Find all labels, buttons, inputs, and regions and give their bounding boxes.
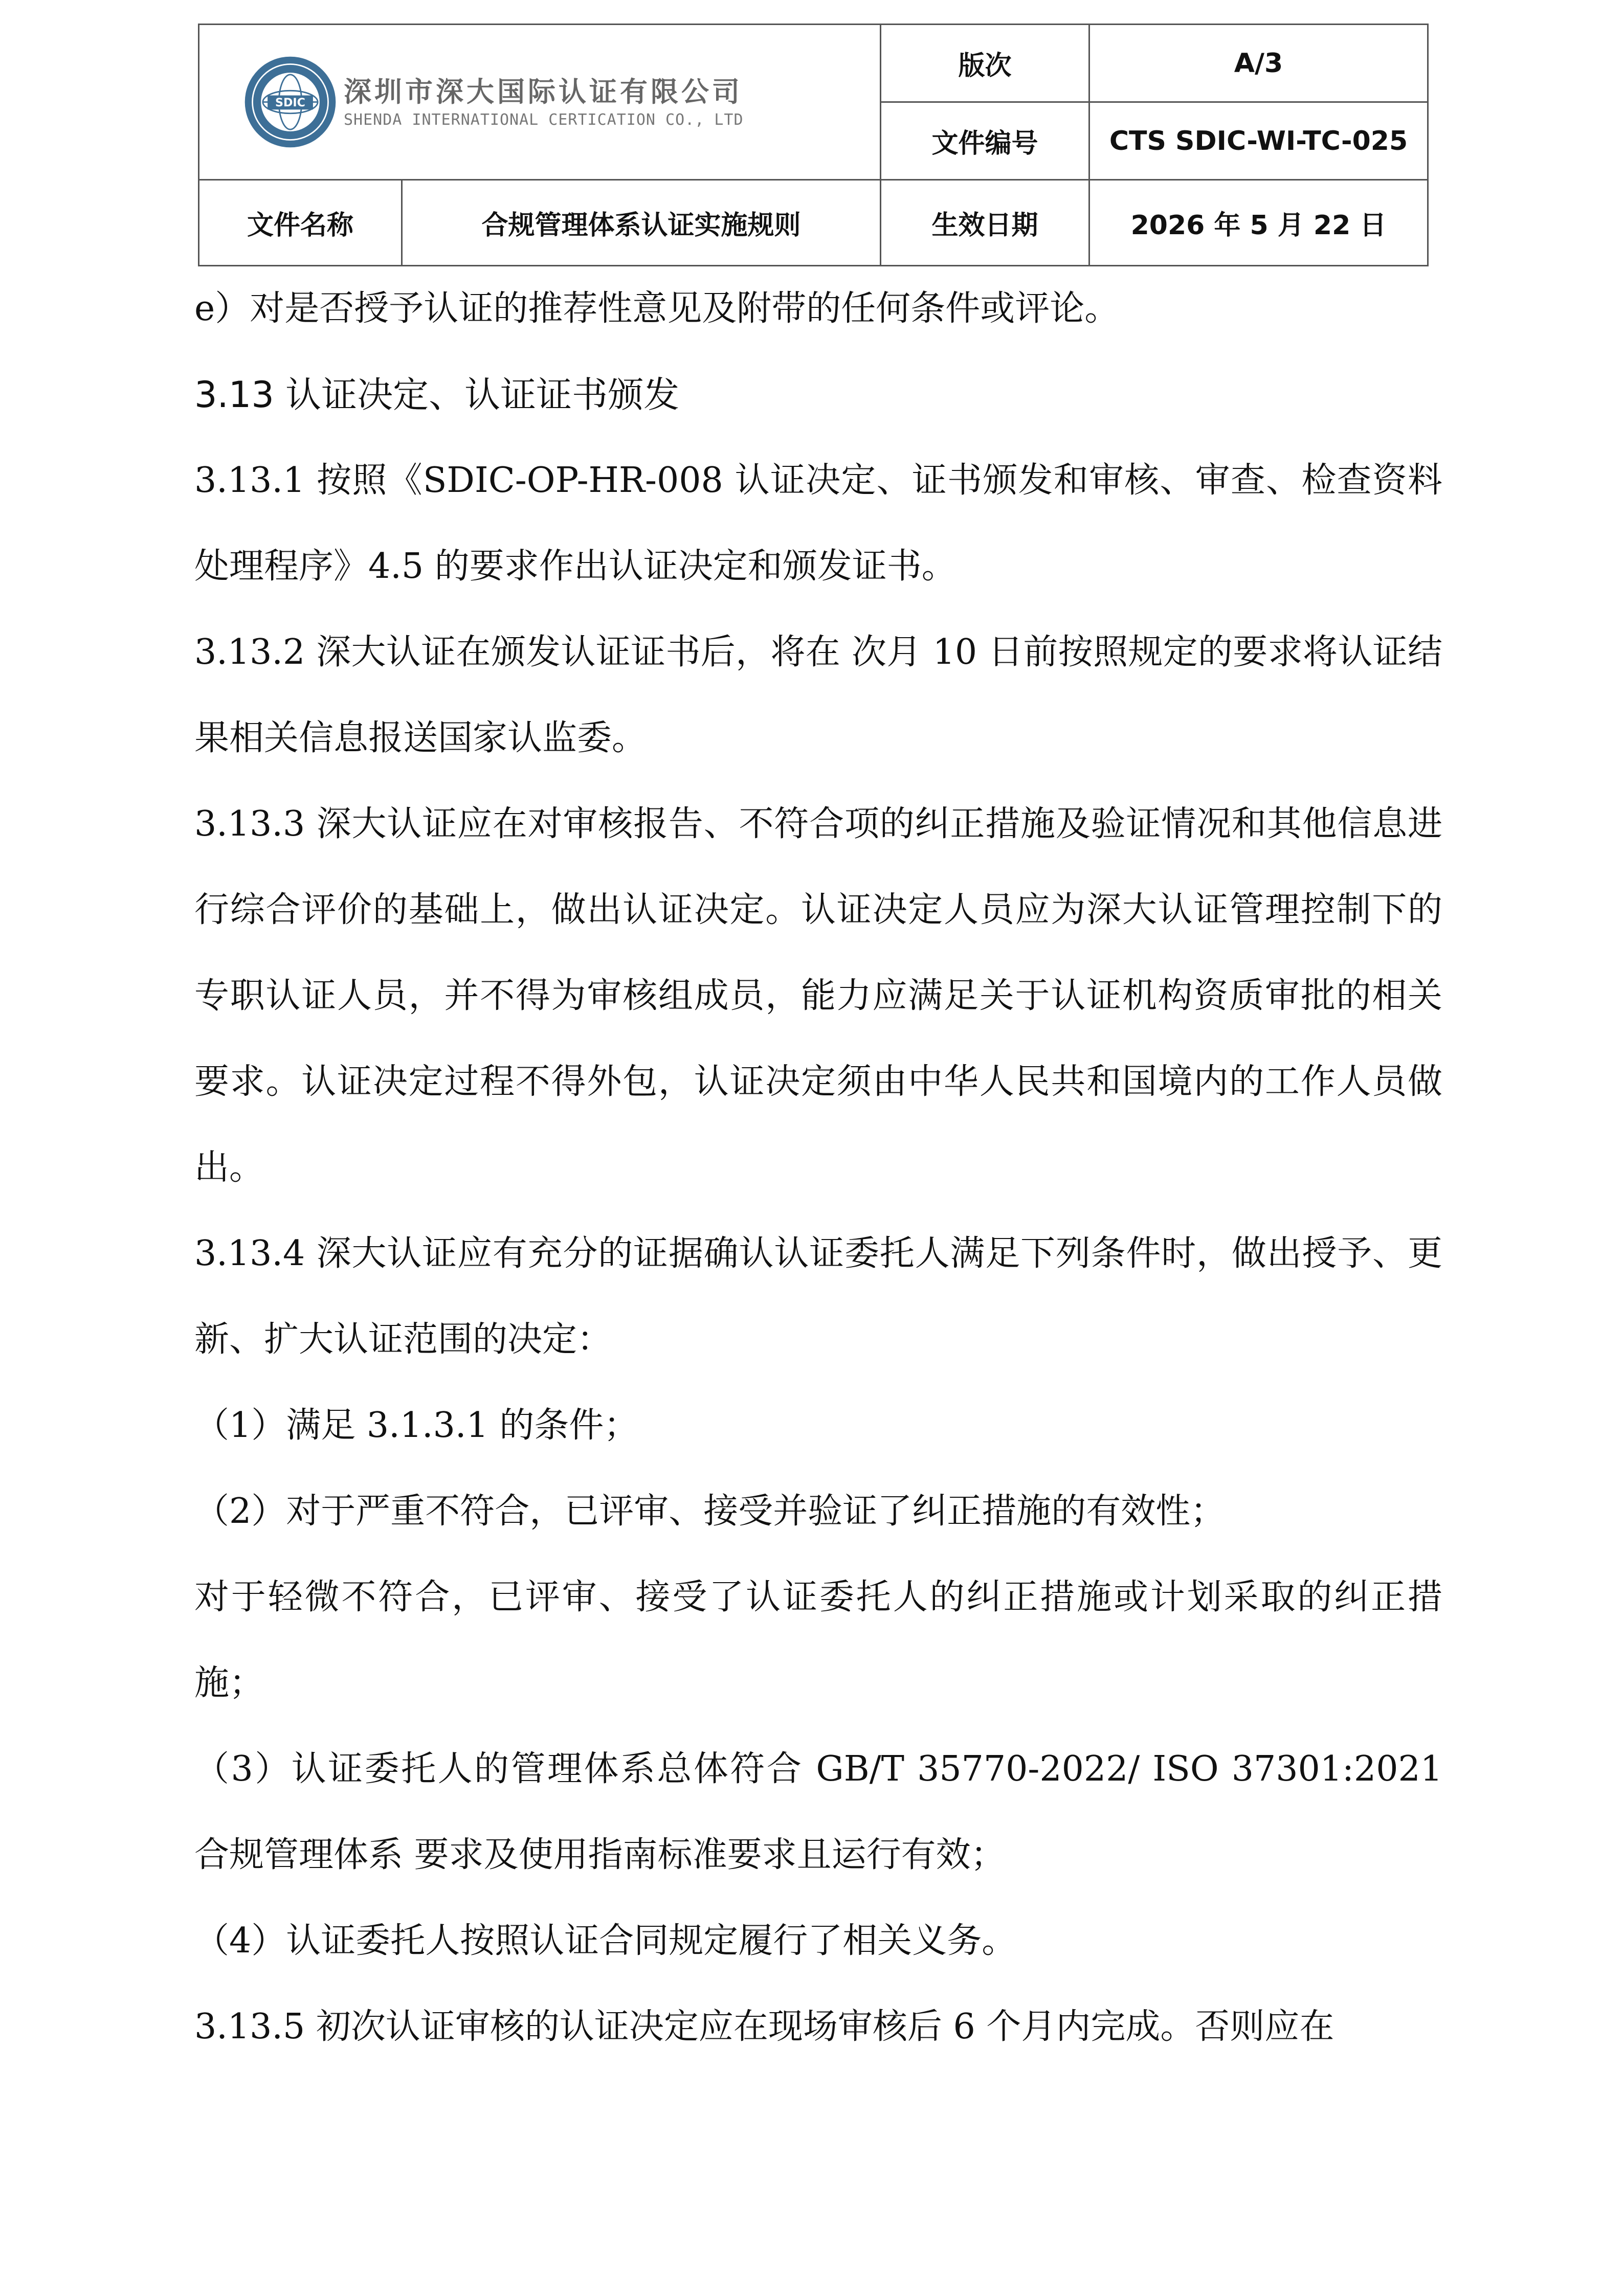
condition-item-2: （2）对于严重不符合，已评审、接受并验证了纠正措施的有效性； (194, 1491, 1226, 1532)
clause-3-13-5: 3.13.5 初次认证审核的认证决定应在现场审核后 6 个月内完成。否则应在 (194, 2007, 1334, 2047)
condition-item-2-minor: 对于轻微不符合，已评审、接受了认证委托人的纠正措施或计划采取的纠正措施； (194, 1577, 1442, 1703)
doc-name-value: 合规管理体系认证实施规则 (402, 180, 881, 266)
version-value: A/3 (1089, 25, 1428, 102)
clause-3-13-4: 3.13.4 深大认证应有充分的证据确认认证委托人满足下列条件时，做出授予、更新、扩大认证范围的决定： (194, 1233, 1442, 1360)
condition-item-3: （3）认证委托人的管理体系总体符合 GB/T 35770-2022/ ISO 37301:2021 合规管理体系 要求及使用指南标准要求且运行有效； (194, 1749, 1442, 1875)
company-name-cn: 深圳市深大国际认证有限公司 (344, 75, 743, 108)
effective-date-value: 2026 年 5 月 22 日 (1089, 180, 1428, 266)
clause-3-13-1: 3.13.1 按照《SDIC-OP-HR-008 认证决定、证书颁发和审核、审查、检查资料处理程序》4.5 的要求作出认证决定和颁发证书。 (194, 460, 1442, 587)
company-logo (199, 55, 880, 149)
company-seal-icon (243, 55, 338, 149)
doc-no-value: CTS SDIC-WI-TC-025 (1089, 102, 1428, 180)
condition-item-4: （4）认证委托人按照认证合同规定履行了相关义务。 (194, 1921, 1017, 1961)
document-body (194, 266, 1442, 2070)
version-label: 版次 (881, 25, 1089, 102)
company-name-en: SHENDA INTERNATIONAL CERTICATION CO., LTD (344, 110, 744, 129)
document-header-table (198, 24, 1429, 266)
svg-text:SDIC: SDIC (275, 96, 305, 109)
condition-item-1: （1）满足 3.1.3.1 的条件； (194, 1405, 639, 1446)
clause-3-13-3: 3.13.3 深大认证应在对审核报告、不符合项的纠正措施及验证情况和其他信息进行综合评价的基础上，做出认证决定。认证决定人员应为深大认证管理控制下的专职认证人员，并不得为审核组成员，能力应满足关于认证机构资质审批的相关要求。认证决定过程不得外包，认证决定须由中华人民共和国境内的工作人员做出。 (194, 804, 1442, 1188)
clause-3-13-2: 3.13.2 深大认证在颁发认证证书后，将在 次月 10 日前按照规定的要求将认证结果相关信息报送国家认监委。 (194, 632, 1442, 758)
doc-no-label: 文件编号 (881, 102, 1089, 180)
doc-name-label: 文件名称 (199, 180, 402, 266)
effective-date-label: 生效日期 (881, 180, 1089, 266)
section-heading: 3.13 认证决定、认证证书颁发 (194, 374, 680, 416)
company-logo-cell (199, 25, 881, 180)
body-line: e）对是否授予认证的推荐性意见及附带的任何条件或评论。 (194, 288, 1120, 329)
